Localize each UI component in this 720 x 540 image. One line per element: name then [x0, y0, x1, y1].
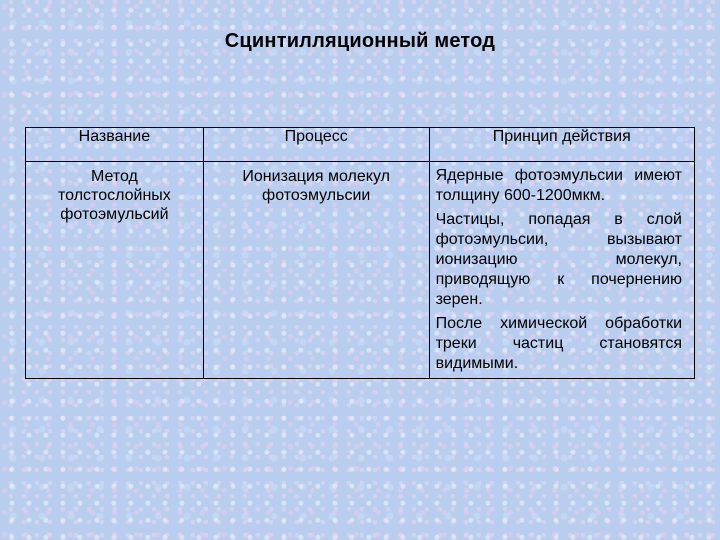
- header-name: [26, 128, 204, 162]
- cell-name: Метод толстослойных фотоэмульсий: [26, 162, 204, 379]
- header-principle: [429, 128, 694, 162]
- table-header-row: [26, 128, 695, 162]
- header-process: [203, 128, 429, 162]
- principle-paragraph: После химической обработки треки частиц становятся видимыми.: [435, 315, 682, 372]
- principle-paragraph: Ядерные фотоэмульсии имеют толщину 600-1200мкм.: [435, 167, 682, 204]
- header-name-label: Название: [78, 128, 151, 145]
- header-process-label: Процесс: [284, 128, 348, 145]
- page-title: Сцинтилляционный метод: [224, 30, 496, 52]
- cell-process: Ионизация молекул фотоэмульсии: [203, 162, 429, 379]
- header-principle-label: Принцип действия: [492, 128, 631, 145]
- method-table: [25, 127, 695, 379]
- principle-paragraph: Частицы, попадая в слой фотоэмульсии, вызывают ионизацию молекул, приводящую к почернению зерен.: [435, 211, 682, 308]
- table-row: [26, 162, 695, 379]
- cell-principle: [429, 162, 694, 379]
